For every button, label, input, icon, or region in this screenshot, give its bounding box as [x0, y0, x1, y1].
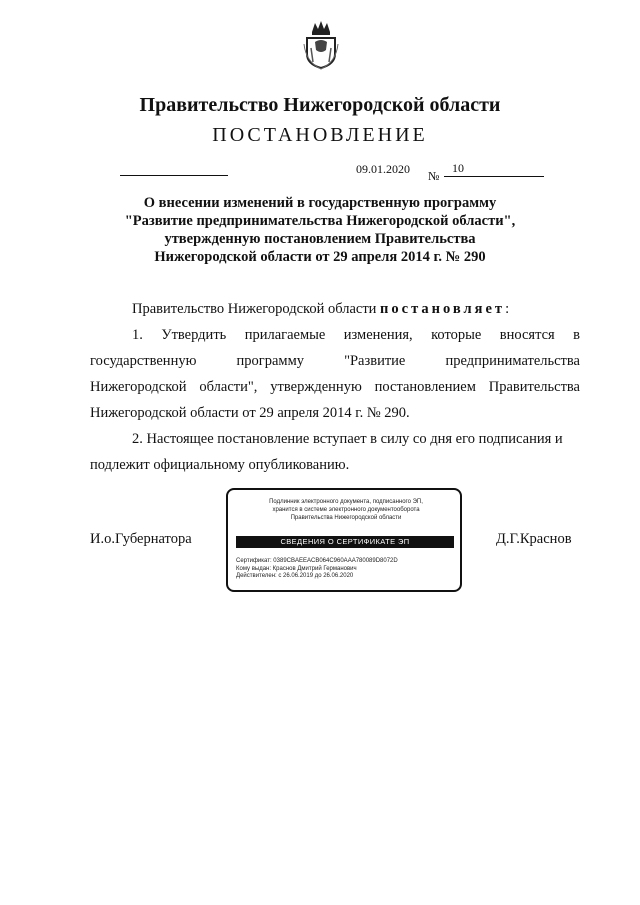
document-title — [80, 194, 560, 266]
blank-line-left — [120, 175, 228, 176]
paragraph-1 — [90, 322, 580, 426]
intro-prefix: Правительство Нижегородской области — [132, 301, 377, 317]
paragraph-2: 2. Настоящее постановление вступает в силу со дня его подписания и подлежит официальному опубликованию. — [90, 431, 563, 473]
stamp-header-line: Подлинник электронного документа, подписанного ЭП, — [269, 499, 423, 505]
document-number: 10 — [452, 161, 464, 175]
intro-decree-word: постановляет — [380, 301, 506, 317]
intro-paragraph — [90, 296, 580, 322]
title-line: Нижегородской области от 29 апреля 2014 г. № 290 — [154, 249, 486, 265]
signatory-role: И.о.Губернатора — [90, 531, 192, 547]
paragraph-1-line-2: государственную программу "Развитие предпринимательства — [90, 353, 580, 369]
paragraph-1-line-1: 1. Утвердить прилагаемые изменения, которые вносятся в — [132, 327, 580, 343]
certificate-owner: Кому выдан: Краснов Дмитрий Германович — [236, 565, 357, 572]
paragraph-1-rest: Нижегородской области", утвержденную постановлением Правительства Нижегородской области от 29 апреля 2014 г. № 290. — [90, 379, 580, 421]
certificate-validity: Действителен: с 26.06.2019 до 26.06.2020 — [236, 573, 354, 579]
document-date: 09.01.2020 — [356, 162, 410, 176]
stamp-header — [236, 498, 456, 522]
number-line — [444, 176, 544, 177]
title-line: "Развитие предпринимательства Нижегородской области", — [124, 213, 516, 229]
certificate-details — [236, 558, 398, 581]
stamp-header-line: хранится в системе электронного документооборота — [272, 507, 420, 513]
certificate-info-bar: СВЕДЕНИЯ О СЕРТИФИКАТЕ ЭП — [236, 536, 454, 548]
organization-name: Правительство Нижегородской области — [139, 94, 501, 116]
coat-of-arms-icon — [303, 18, 339, 70]
electronic-signature-stamp — [226, 488, 462, 592]
stamp-header-line: Правительства Нижегородской области — [290, 515, 402, 521]
title-line: утвержденную постановлением Правительства — [164, 231, 476, 247]
document-type: ПОСТАНОВЛЕНИЕ — [212, 124, 428, 146]
number-sign: № — [428, 169, 440, 183]
certificate-number: Сертификат: 0389CBAEEACB064C960AAA780089D8072D — [236, 558, 398, 564]
signatory-name: Д.Г.Краснов — [496, 531, 572, 547]
title-line: О внесении изменений в государственную программу — [143, 195, 497, 211]
intro-suffix: : — [505, 301, 510, 317]
